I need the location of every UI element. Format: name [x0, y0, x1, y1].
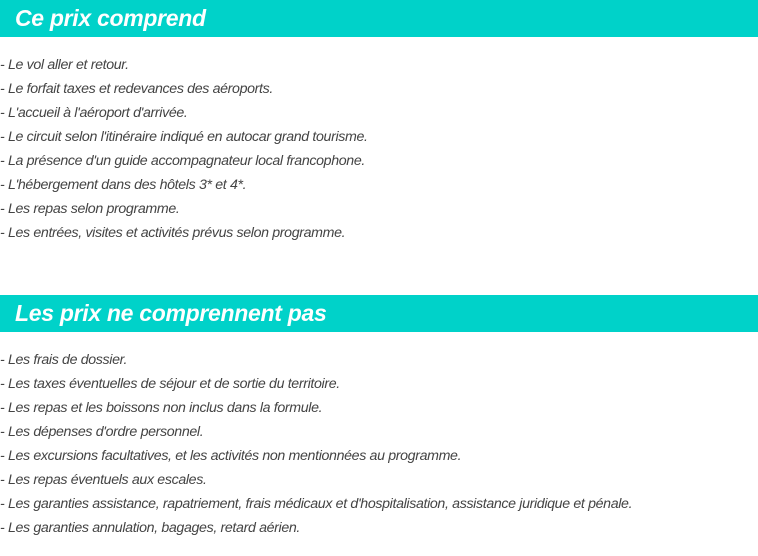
- list-item: - Le forfait taxes et redevances des aéroports.: [0, 81, 273, 97]
- included-title: Ce prix comprend: [15, 5, 206, 31]
- excluded-title: Les prix ne comprennent pas: [15, 300, 327, 326]
- list-item: - Les dépenses d'ordre personnel.: [0, 424, 204, 440]
- list-item: - Les garanties annulation, bagages, retard aérien.: [0, 520, 301, 536]
- list-item: - Les frais de dossier.: [0, 352, 128, 368]
- list-item: - Le circuit selon l'itinéraire indiqué en autocar grand tourisme.: [0, 129, 368, 145]
- list-item: - Les repas éventuels aux escales.: [0, 472, 207, 488]
- list-item: - Les repas selon programme.: [0, 201, 180, 217]
- list-item: - Les taxes éventuelles de séjour et de sortie du territoire.: [0, 376, 340, 392]
- list-item: - L'accueil à l'aéroport d'arrivée.: [0, 105, 188, 121]
- list-item: - La présence d'un guide accompagnateur local francophone.: [0, 153, 365, 169]
- excluded-section-header: [0, 295, 758, 332]
- included-section-header: [0, 0, 758, 37]
- included-list: [0, 53, 368, 245]
- list-item: - Les excursions facultatives, et les activités non mentionnées au programme.: [0, 448, 462, 464]
- list-item: - Le vol aller et retour.: [0, 57, 129, 73]
- excluded-list: [0, 348, 632, 540]
- list-item: - Les entrées, visites et activités prévus selon programme.: [0, 225, 346, 241]
- list-item: - Les garanties assistance, rapatriement, frais médicaux et d'hospitalisation, assistance juridique et pénale.: [0, 496, 633, 512]
- list-item: - L'hébergement dans des hôtels 3* et 4*.: [0, 177, 247, 193]
- list-item: - Les repas et les boissons non inclus dans la formule.: [0, 400, 323, 416]
